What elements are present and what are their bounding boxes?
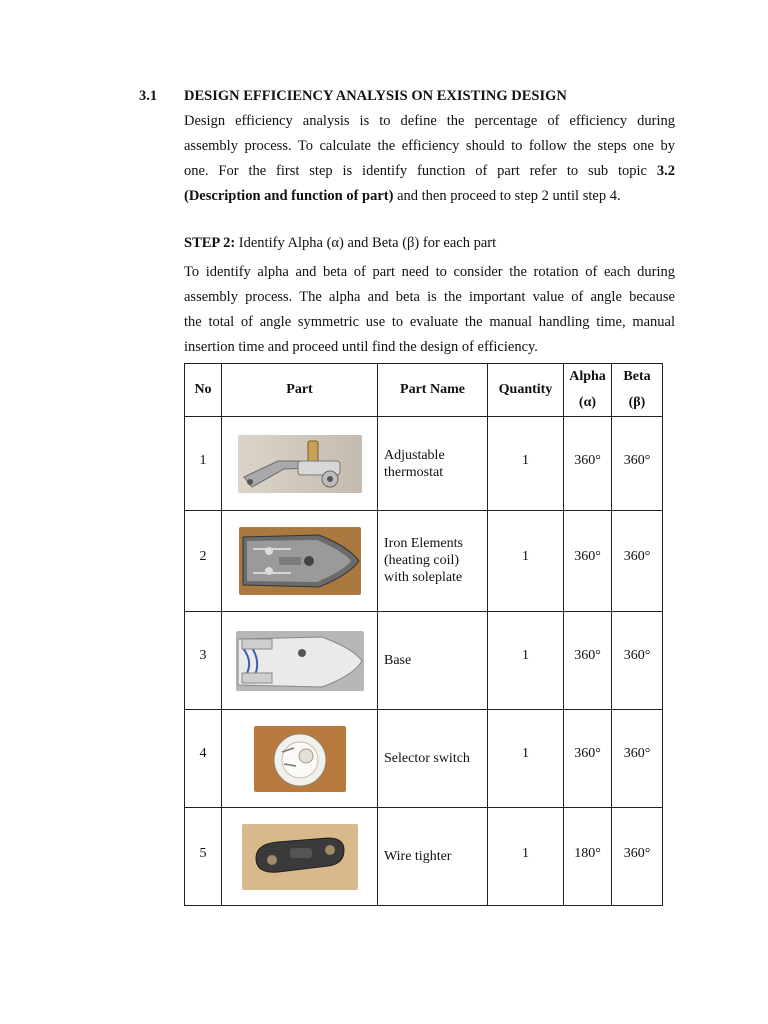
cell-no: 5	[185, 808, 222, 906]
thermostat-photo	[238, 435, 362, 493]
step-text: Identify Alpha (α) and Beta (β) for each part	[235, 235, 497, 251]
header-no: No	[185, 364, 222, 417]
cell-quantity: 1	[488, 511, 564, 612]
cell-part-image	[222, 511, 378, 612]
cell-beta: 360°	[612, 710, 663, 808]
iron-element-photo	[239, 527, 361, 595]
cell-beta: 360°	[612, 612, 663, 710]
cell-part-name: Adjustable thermostat	[378, 417, 488, 511]
cell-part-image	[222, 612, 378, 710]
cell-part-image	[222, 417, 378, 511]
header-part-name: Part Name	[378, 364, 488, 417]
cell-quantity: 1	[488, 417, 564, 511]
cell-part-image	[222, 808, 378, 906]
cell-beta: 360°	[612, 808, 663, 906]
cell-part-image	[222, 710, 378, 808]
cell-no: 1	[185, 417, 222, 511]
step-heading	[184, 235, 496, 252]
cell-part-name: Selector switch	[378, 710, 488, 808]
header-quantity: Quantity	[488, 364, 564, 417]
table-row	[185, 417, 663, 511]
table-row	[185, 808, 663, 906]
explain-line-3: the total of angle symmetric use to evaluate the manual handling time, manual	[184, 314, 675, 330]
cell-alpha: 360°	[564, 710, 612, 808]
explain-line-1: To identify alpha and beta of part need to consider the rotation of each during	[184, 264, 675, 280]
cell-no: 2	[185, 511, 222, 612]
header-beta: Beta (β)	[612, 364, 663, 417]
cell-part-name: Wire tighter	[378, 808, 488, 906]
cell-no: 3	[185, 612, 222, 710]
intro-line-1: Design efficiency analysis is to define the percentage of efficiency during	[184, 113, 675, 129]
cell-alpha: 360°	[564, 417, 612, 511]
intro-line-2: assembly process. To calculate the efficiency should to follow the steps one by	[184, 138, 675, 154]
intro-line-3: one. For the first step is identify function of part refer to sub topic 3.2	[184, 163, 675, 179]
parts-table	[184, 363, 663, 906]
cell-part-name: Base	[378, 612, 488, 710]
base-photo	[236, 631, 364, 691]
explain-line-4: insertion time and proceed until find the design of efficiency.	[184, 339, 538, 355]
cell-no: 4	[185, 710, 222, 808]
cell-alpha: 180°	[564, 808, 612, 906]
intro-paragraph	[184, 109, 675, 209]
cell-beta: 360°	[612, 511, 663, 612]
wire-tighter-photo	[242, 824, 358, 890]
cell-quantity: 1	[488, 612, 564, 710]
cell-part-name: Iron Elements (heating coil) with soleplate	[378, 511, 488, 612]
cell-alpha: 360°	[564, 612, 612, 710]
table-row	[185, 511, 663, 612]
section-number: 3.1	[139, 88, 158, 104]
cell-beta: 360°	[612, 417, 663, 511]
step-label: STEP 2:	[184, 235, 236, 251]
header-alpha: Alpha (α)	[564, 364, 612, 417]
section-title: DESIGN EFFICIENCY ANALYSIS ON EXISTING DESIGN	[184, 88, 567, 104]
explain-line-2: assembly process. The alpha and beta is the important value of angle because	[184, 289, 675, 305]
selector-switch-photo	[254, 726, 346, 792]
table-row	[185, 612, 663, 710]
table-header-row	[185, 364, 663, 417]
table-row	[185, 710, 663, 808]
cell-alpha: 360°	[564, 511, 612, 612]
cell-quantity: 1	[488, 808, 564, 906]
intro-line-4: (Description and function of part) and then proceed to step 2 until step 4.	[184, 188, 621, 204]
cell-quantity: 1	[488, 710, 564, 808]
explain-paragraph	[184, 260, 675, 360]
header-part: Part	[222, 364, 378, 417]
